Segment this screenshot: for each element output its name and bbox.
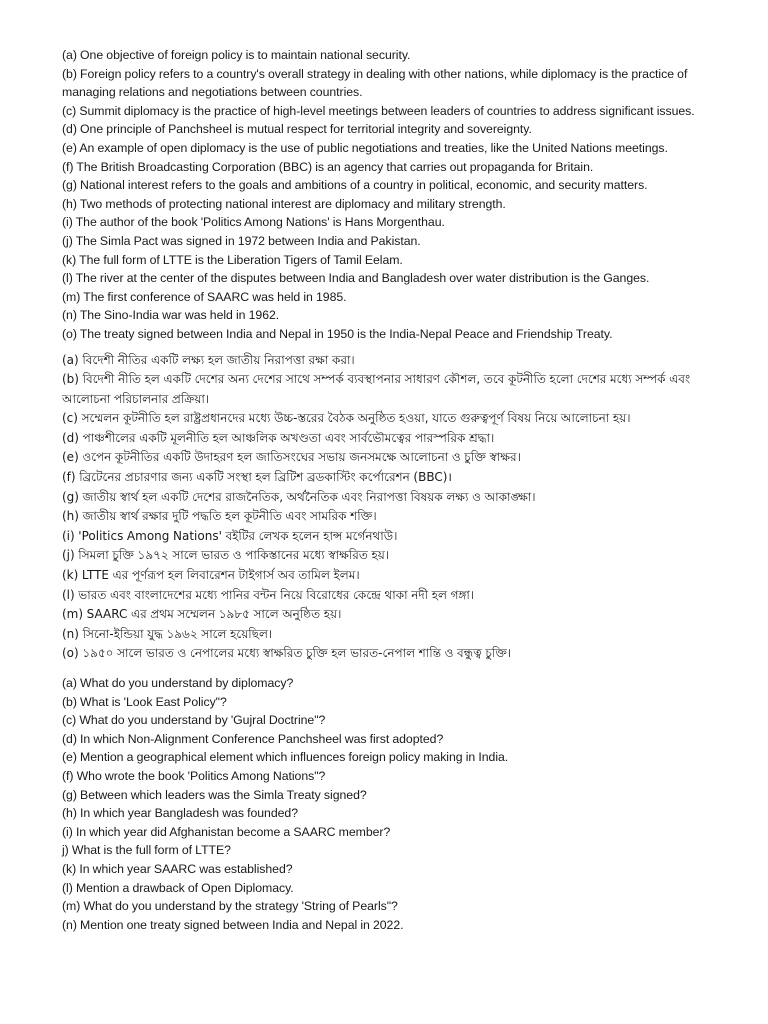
question-line: (e) Mention a geographical element which influences foreign policy making in India.	[62, 750, 509, 765]
answer-line: (i) The author of the book 'Politics Among Nations' is Hans Morgenthau.	[62, 215, 445, 230]
bengali-answer-line: (m) SAARC এর প্রথম সম্মেলন ১৯৮৫ সালে অনুষ্ঠিত হয়।	[62, 607, 342, 622]
bengali-answer-line: (e) ওপেন কূটনীতির একটি উদাহরণ হল জাতিসংঘের সভায় জনসমক্ষে আলোচনা ও চুক্তি স্বাক্ষর।	[62, 450, 521, 465]
bengali-answer-line: (j) সিমলা চুক্তি ১৯৭২ সালে ভারত ও পাকিস্তানের মধ্যে স্বাক্ষরিত হয়।	[62, 548, 390, 563]
question-line: (g) Between which leaders was the Simla Treaty signed?	[62, 787, 367, 802]
bengali-answer-line: (g) জাতীয় স্বার্থ হল একটি দেশের রাজনৈতিক, অর্থনৈতিক এবং নিরাপত্তা বিষয়ক লক্ষ্য ও আকাঙ্ক্ষা।	[62, 489, 536, 504]
question-line: (i) In which year did Afghanistan become a SAARC member?	[62, 824, 391, 839]
bengali-answer-line: (k) LTTE এর পূর্ণরূপ হল লিবারেশন টাইগার্স অব তামিল ইলম।	[62, 568, 360, 583]
question-line: j) What is the full form of LTTE?	[62, 843, 231, 858]
bengali-answers-section	[62, 351, 722, 665]
question-line: (c) What do you understand by 'Gujral Doctrine"?	[62, 713, 326, 728]
question-line: (m) What do you understand by the strategy 'String of Pearls"?	[62, 899, 398, 914]
answer-line: (d) One principle of Panchsheel is mutual respect for territorial integrity and sovereignty.	[62, 122, 532, 137]
question-line: (d) In which Non-Alignment Conference Panchsheel was first adopted?	[62, 731, 444, 746]
answer-line: (h) Two methods of protecting national interest are diplomacy and military strength.	[62, 196, 506, 211]
bengali-answer-line: (c) সম্মেলন কূটনীতি হল রাষ্ট্রপ্রধানদের মধ্যে উচ্চ-স্তরের বৈঠক অনুষ্ঠিত হওয়া, যাতে গুরুত্বপূর্ণ বিষয় নিয়ে আলোচনা হয়।	[62, 411, 631, 426]
bengali-answer-line: (d) পাঞ্চশীলের একটি মূলনীতি হল আঞ্চলিক অখণ্ডতা এবং সার্বভৌমত্বের পারস্পরিক শ্রদ্ধা।	[62, 430, 495, 445]
answer-line: (b) Foreign policy refers to a country's overall strategy in dealing with other nations, while diplomacy is the practice of managing relations and negotiations between countries.	[62, 66, 688, 100]
bengali-answer-line: (o) ১৯৫০ সালে ভারত ও নেপালের মধ্যে স্বাক্ষরিত চুক্তি হল ভারত-নেপাল শান্তি ও বন্ধুত্ব চুক্তি।	[62, 646, 512, 661]
question-line: (l) Mention a drawback of Open Diplomacy.	[62, 880, 294, 895]
answer-line: (e) An example of open diplomacy is the use of public negotiations and treaties, like the United Nations meetings.	[62, 140, 668, 155]
bengali-answer-line: (l) ভারত এবং বাংলাদেশের মধ্যে পানির বন্টন নিয়ে বিরোধের কেন্দ্রে থাকা নদী হল গঙ্গা।	[62, 587, 475, 602]
question-line: (a) What do you understand by diplomacy?	[62, 676, 294, 690]
answer-line: (a) One objective of foreign policy is to maintain national security.	[62, 48, 411, 62]
question-line: (b) What is 'Look East Policy"?	[62, 694, 227, 709]
document-page	[62, 46, 722, 934]
question-line: (n) Mention one treaty signed between India and Nepal in 2022.	[62, 917, 404, 932]
answer-line: (k) The full form of LTTE is the Liberation Tigers of Tamil Eelam.	[62, 252, 403, 267]
question-line: (f) Who wrote the book 'Politics Among Nations"?	[62, 768, 326, 783]
answer-line: (f) The British Broadcasting Corporation (BBC) is an agency that carries out propaganda for Britain.	[62, 159, 594, 174]
answer-line: (n) The Sino-India war was held in 1962.	[62, 308, 280, 323]
bengali-answer-line: (f) ব্রিটেনের প্রচারণার জন্য একটি সংস্থা হল ব্রিটিশ ব্রডকাস্টিং কর্পোরেশন (BBC)।	[62, 470, 452, 485]
answer-line: (o) The treaty signed between India and Nepal in 1950 is the India-Nepal Peace and Friendship Treaty.	[62, 326, 613, 341]
answer-line: (j) The Simla Pact was signed in 1972 between India and Pakistan.	[62, 233, 421, 248]
english-answers-section	[62, 46, 722, 344]
question-line: (k) In which year SAARC was established?	[62, 861, 293, 876]
answer-line: (l) The river at the center of the disputes between India and Bangladesh over water distribution is the Ganges.	[62, 271, 650, 286]
answer-line: (m) The first conference of SAARC was held in 1985.	[62, 289, 347, 304]
bengali-answer-line: (h) জাতীয় স্বার্থ রক্ষার দুটি পদ্ধতি হল কূটনীতি এবং সামরিক শক্তি।	[62, 509, 377, 524]
questions-section	[62, 674, 722, 934]
answer-line: (c) Summit diplomacy is the practice of high-level meetings between leaders of countries to address significant issues.	[62, 103, 695, 118]
answer-line: (g) National interest refers to the goals and ambitions of a country in political, economic, and security matters.	[62, 178, 648, 193]
bengali-answer-line: (a) বিদেশী নীতির একটি লক্ষ্য হল জাতীয় নিরাপত্তা রক্ষা করা।	[62, 352, 355, 367]
bengali-answer-line: (i) 'Politics Among Nations' বইটির লেখক হলেন হান্স মর্গেনথাউ।	[62, 528, 398, 543]
bengali-answer-line: (b) বিদেশী নীতি হল একটি দেশের অন্য দেশের সাথে সম্পর্ক ব্যবস্থাপনার সাধারণ কৌশল, তবে কূটনীতি হলো দেশের মধ্যে সম্পর্ক এবং আলোচনা পরিচালনার প্রক্রিয়া।	[62, 372, 691, 406]
bengali-answer-line: (n) সিনো-ইন্ডিয়া যুদ্ধ ১৯৬২ সালে হয়েছিল।	[62, 626, 273, 641]
question-line: (h) In which year Bangladesh was founded?	[62, 806, 299, 821]
